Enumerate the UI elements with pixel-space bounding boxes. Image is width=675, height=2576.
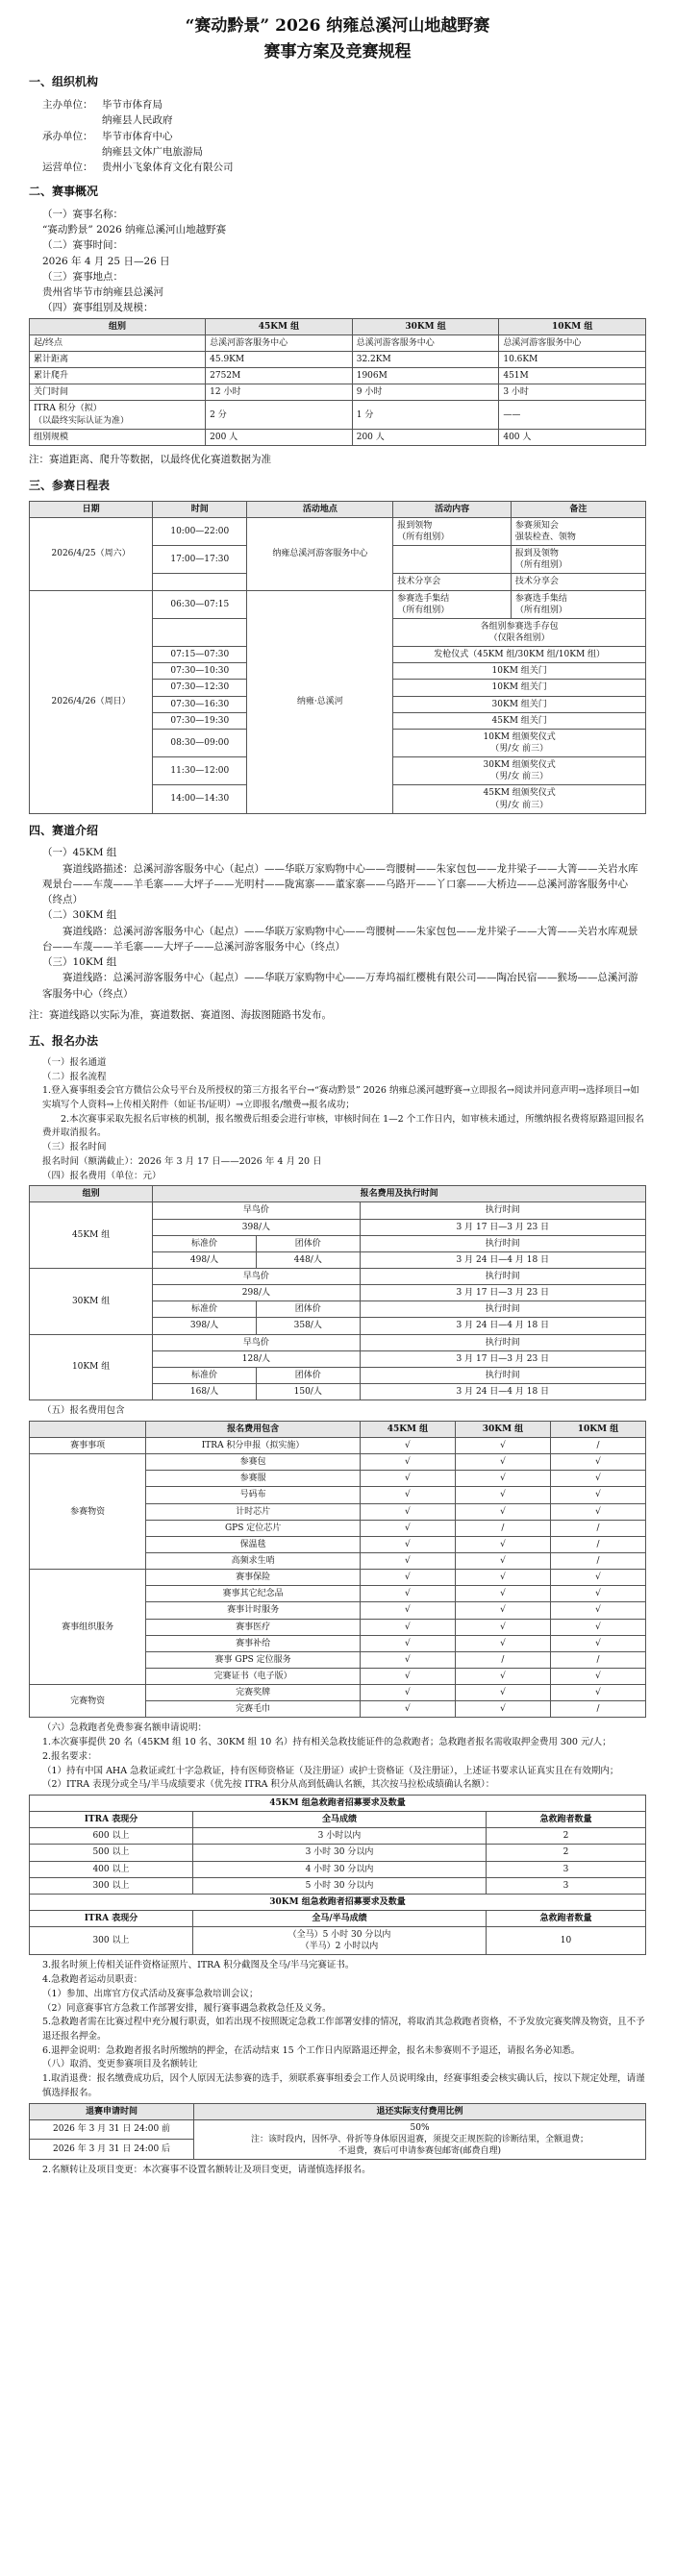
fee-group-label: 团体价 (256, 1301, 360, 1318)
include-mark: √ (360, 1471, 455, 1487)
schedule-header: 日期 (30, 501, 153, 517)
schedule-time: 17:00—17:30 (153, 546, 247, 574)
include-item: 赛事保险 (146, 1570, 361, 1586)
fee-head-group: 组别 (30, 1186, 153, 1202)
include-item: GPS 定位芯片 (146, 1520, 361, 1536)
group-table-row (30, 368, 646, 384)
refund-table (29, 2103, 646, 2161)
fee-time-label: 执行时间 (360, 1301, 645, 1318)
include-mark: √ (360, 1536, 455, 1552)
include-item: 号码布 (146, 1487, 361, 1503)
include-category: 赛事组织服务 (30, 1570, 146, 1685)
fee-early-price: 398/人 (153, 1219, 360, 1235)
include-item: 赛事 GPS 定位服务 (146, 1651, 361, 1668)
group-table-cell: 10.6KM (499, 352, 646, 368)
em45-cell: 2 (486, 1828, 645, 1845)
refund-time: 2026 年 3 月 31 日 24:00 后 (30, 2140, 194, 2160)
include-mark: √ (550, 1487, 645, 1503)
co-1: 毕节市体育中心 (102, 130, 173, 142)
schedule-row (30, 517, 646, 545)
include-row (30, 1437, 646, 1453)
include-mark: √ (550, 1635, 645, 1651)
refund-time: 2026 年 3 月 31 日 24:00 前 (30, 2119, 194, 2140)
em-2-1: （1）持有中国 AHA 急救证或红十字急救证，持有医师资格证（及注册证）或护士资格证（及注册证），上述证书要求认证真实且在有效期内； (42, 1765, 619, 1776)
include-item: 参赛服 (146, 1471, 361, 1487)
em45-header: ITRA 表现分 (30, 1812, 193, 1828)
include-mark: √ (360, 1552, 455, 1569)
group-table-cell: 2 分 (206, 401, 353, 429)
include-mark: / (550, 1520, 645, 1536)
fee-time-label: 执行时间 (360, 1235, 645, 1251)
schedule-time: 07:30—10:30 (153, 663, 247, 680)
include-item: 高频求生哨 (146, 1552, 361, 1569)
em30-cell: 10 (486, 1927, 645, 1955)
include-mark: √ (455, 1536, 550, 1552)
schedule-remark: 技术分享会 (511, 574, 645, 590)
include-mark: √ (360, 1668, 455, 1684)
schedule-time: 07:30—12:30 (153, 680, 247, 696)
schedule-date: 2026/4/25（周六） (30, 517, 153, 590)
include-mark: √ (455, 1437, 550, 1453)
reg-flow-1: 1.登入赛事组委会官方微信公众号平台及所授权的第三方报名平台→“赛动黔景” 2026 纳雍总溪河越野赛→立即报名→阅读并同意声明→选择项目→如实填写个人资料→上传相关附件（如证书/证明）→立即报名/缴费→报名成功； (42, 1085, 639, 1110)
include-mark: √ (550, 1685, 645, 1701)
include-item: 完赛证书（电子版） (146, 1668, 361, 1684)
em45-cell: 3 (486, 1861, 645, 1877)
course-45-text: 赛道线路描述：总溪河游客服务中心（起点）——华联万家购物中心——弯腰树——朱家包包——龙井梁子——大箐——关岩水库观景台——车蔑——羊毛寨——大坪子——光明村——陇寓寨——董家寨——乌路开——丫口寨——大桥边——总溪河游客服务中心（终点） (42, 862, 638, 906)
group-table-cell: 总溪河游客服务中心 (499, 334, 646, 351)
include-mark: √ (455, 1685, 550, 1701)
include-mark: √ (550, 1471, 645, 1487)
include-mark: √ (550, 1503, 645, 1520)
group-table-row (30, 384, 646, 401)
emergency-block-2 (29, 1959, 646, 2100)
fee-early-label: 早鸟价 (153, 1202, 360, 1219)
schedule-activity (393, 546, 512, 574)
organization-block (29, 97, 646, 175)
group-table-label: 关门时间 (30, 384, 206, 401)
reg-fee-title: （四）报名费用（单位：元） (42, 1170, 162, 1181)
overview-note: 注：赛道距离、爬升等数据，以最终优化赛道数据为准 (29, 453, 271, 465)
include-category: 完赛物资 (30, 1685, 146, 1718)
event-name-label: （一）赛事名称： (42, 208, 123, 220)
group-table-cell: —— (499, 401, 646, 429)
em30-title: 30KM 组急救跑者招募要求及数量 (30, 1894, 646, 1910)
course-block (29, 845, 646, 1002)
doc-subtitle: 赛事方案及竞赛规程 (263, 42, 412, 62)
include-mark: / (455, 1651, 550, 1668)
fee-head-price: 报名费用及执行时间 (153, 1186, 646, 1202)
emergency-block (29, 1721, 646, 1793)
refund-rule: 50% 注：该时段内，因怀孕、骨折等身体原因退赛，须提交正规医院的诊断结果，全额退费； 不退费，赛后可申请参赛包邮寄(邮费自理) (194, 2119, 646, 2159)
reg-flow-title: （二）报名流程 (42, 1071, 107, 1082)
fee-group-name: 10KM 组 (30, 1334, 153, 1400)
group-table-row (30, 429, 646, 445)
refund-header: 退赛申请时间 (30, 2103, 194, 2119)
reg-time-title: （三）报名时间 (42, 1142, 107, 1153)
em30-header: 急救跑者数量 (486, 1910, 645, 1926)
registration-block (29, 1056, 646, 1183)
include-table (29, 1421, 646, 1719)
group-table-cell: 45.9KM (206, 352, 353, 368)
include-mark: √ (550, 1619, 645, 1635)
schedule-time: 08:30—09:00 (153, 729, 247, 756)
fee-time-label: 执行时间 (360, 1202, 645, 1219)
schedule-activity: 报到领物 （所有组别） (393, 517, 512, 545)
include-mark: √ (550, 1668, 645, 1684)
schedule-remark: 参赛选手集结 （所有组别） (511, 590, 645, 618)
schedule-row (30, 590, 646, 618)
group-table (29, 318, 646, 446)
include-mark: √ (360, 1503, 455, 1520)
inc-title: （五）报名费用包含 (42, 1405, 125, 1417)
schedule-header: 活动地点 (247, 501, 393, 517)
event-time: 2026 年 4 月 25 日—26 日 (42, 255, 170, 267)
schedule-activity: 45KM 组颁奖仪式 （男/女 前三） (393, 785, 646, 813)
group-table-header: 45KM 组 (206, 318, 353, 334)
cancel-1: 1.取消退费：报名缴费成功后，因个人原因无法参赛的选手，须联系赛事组委会工作人员说明缘由，经赛事组委会核实确认后，按以下规定处理，请谨慎选择报名。 (42, 2073, 645, 2098)
section-course-heading: 四、赛道介绍 (29, 823, 99, 837)
group-table-cell: 总溪河游客服务中心 (352, 334, 499, 351)
include-category: 赛事事项 (30, 1437, 146, 1453)
course-10-title: （三）10KM 组 (42, 956, 117, 969)
schedule-activity: 发枪仪式（45KM 组/30KM 组/10KM 组） (393, 647, 646, 663)
schedule-activity: 10KM 组关门 (393, 680, 646, 696)
include-item: 赛事其它纪念品 (146, 1586, 361, 1602)
fee-early-price: 128/人 (153, 1350, 360, 1367)
fee-time-2: 3 月 24 日—4 月 18 日 (360, 1383, 645, 1399)
event-name: “赛动黔景” 2026 纳雍总溪河山地越野赛 (42, 224, 227, 236)
schedule-activity: 参赛选手集结 （所有组别） (393, 590, 512, 618)
include-mark: √ (360, 1619, 455, 1635)
include-header: 报名费用包含 (146, 1421, 361, 1437)
include-mark: √ (360, 1651, 455, 1668)
include-row (30, 1570, 646, 1586)
course-10-text: 赛道线路：总溪河游客服务中心（起点）——华联万家购物中心——万寿坞福红樱桃有限公司——陶冶民宿——猴场——总溪河游客服务中心（终点） (42, 972, 638, 1000)
include-mark: / (550, 1651, 645, 1668)
include-row (30, 1454, 646, 1471)
include-mark: √ (360, 1487, 455, 1503)
fee-std-label: 标准价 (153, 1235, 257, 1251)
include-item: 参赛包 (146, 1454, 361, 1471)
include-mark: √ (455, 1471, 550, 1487)
section-registration-heading: 五、报名办法 (29, 1034, 99, 1049)
schedule-activity: 10KM 组颁奖仪式 （男/女 前三） (393, 729, 646, 756)
include-mark: / (550, 1437, 645, 1453)
em45-cell: 3 小时以内 (192, 1828, 486, 1845)
include-mark: √ (550, 1586, 645, 1602)
section-overview-heading: 二、赛事概况 (29, 185, 99, 199)
include-row (30, 1685, 646, 1701)
schedule-time: 10:00—22:00 (153, 517, 247, 545)
fee-group-label: 团体价 (256, 1367, 360, 1383)
em-6: 6.退押金说明：急救跑者报名时所缴纳的押金，在活动结束 15 个工作日内原路退还押金，报名未参赛则不予退还，请报名务必知悉。 (42, 2044, 581, 2056)
schedule-activity: 30KM 组颁奖仪式 （男/女 前三） (393, 757, 646, 785)
group-table-header: 30KM 组 (352, 318, 499, 334)
group-table-cell: 1906M (352, 368, 499, 384)
reg-time: 报名时间（额满截止）：2026 年 3 月 17 日——2026 年 4 月 20 日 (42, 1155, 322, 1167)
em-3: 3.报名时须上传相关证件资格证照片、ITRA 积分截图及全马/半马完赛证书。 (42, 1960, 355, 1971)
co-2: 纳雍县文体广电旅游局 (102, 145, 203, 158)
include-mark: √ (550, 1454, 645, 1471)
fee-time-label: 执行时间 (360, 1367, 645, 1383)
cancel-2: 2.名额转让及项目变更：本次赛事不设置名额转让及项目变更，请谨慎选择报名。 (42, 2165, 371, 2176)
em45-cell: 300 以上 (30, 1877, 193, 1894)
em45-header: 全马成绩 (192, 1812, 486, 1828)
group-table-header: 组别 (30, 318, 206, 334)
include-category: 参赛物资 (30, 1454, 146, 1570)
schedule-header: 备注 (511, 501, 645, 517)
fee-early-label: 早鸟价 (153, 1268, 360, 1284)
group-table-label: 起/终点 (30, 334, 206, 351)
fee-group-name: 30KM 组 (30, 1268, 153, 1334)
schedule-date: 2026/4/26（周日） (30, 590, 153, 813)
em30-cell: （全马）5 小时 30 分以内 （半马）2 小时以内 (192, 1927, 486, 1955)
include-mark: √ (455, 1635, 550, 1651)
fee-group-price: 448/人 (256, 1251, 360, 1268)
course-30-text: 赛道线路：总溪河游客服务中心（起点）——华联万家购物中心——弯腰树——朱家包包——龙井梁子——大箐——关岩水库观景台——车蔑——羊毛寨——大坪子——总溪河游客服务中心（终点） (42, 925, 638, 953)
course-note: 注：赛道线路以实际为准，赛道数据、赛道图、海拔图随路书发布。 (29, 1008, 332, 1021)
fee-early-time: 3 月 17 日—3 月 23 日 (360, 1219, 645, 1235)
include-mark: √ (455, 1668, 550, 1684)
course-45-title: （一）45KM 组 (42, 847, 117, 859)
reg-channel-title: （一）报名通道 (42, 1056, 107, 1068)
schedule-activity: 各组别参赛选手存包 （仅限各组别） (393, 618, 646, 646)
schedule-header: 时间 (153, 501, 247, 517)
em-5: 5.急救跑者需在比赛过程中充分履行职责，如若出现不按照既定急救工作部署安排的情况，将取消其急救跑者资格，不予发放完赛奖牌及物资，且不予退还报名押金。 (42, 2017, 645, 2042)
fee-time-2: 3 月 24 日—4 月 18 日 (360, 1251, 645, 1268)
include-mark: √ (550, 1602, 645, 1619)
em-title: （六）急救跑者免费参赛名额申请说明： (42, 1722, 208, 1734)
include-item: 完赛奖牌 (146, 1685, 361, 1701)
include-mark: √ (360, 1570, 455, 1586)
include-mark: √ (455, 1602, 550, 1619)
fee-early-time: 3 月 17 日—3 月 23 日 (360, 1285, 645, 1301)
em45-cell: 3 (486, 1877, 645, 1894)
host-2: 纳雍县人民政府 (102, 114, 173, 127)
fee-std-label: 标准价 (153, 1367, 257, 1383)
include-item: 赛事计时服务 (146, 1602, 361, 1619)
em-2-2: （2）ITRA 表现分或全马/半马成绩要求（优先按 ITRA 积分从高到低确认名额，其次按马拉松成绩确认名额）： (42, 1779, 495, 1791)
op-1: 贵州小飞象体育文化有限公司 (102, 161, 234, 174)
em30-header: 全马/半马成绩 (192, 1910, 486, 1926)
include-mark: √ (360, 1685, 455, 1701)
event-time-label: （二）赛事时间： (42, 239, 123, 252)
group-table-cell: 3 小时 (499, 384, 646, 401)
include-mark: √ (455, 1586, 550, 1602)
group-table-label: 累计距离 (30, 352, 206, 368)
include-item: 保温毯 (146, 1536, 361, 1552)
include-header: 45KM 组 (360, 1421, 455, 1437)
group-table-row (30, 334, 646, 351)
group-table-cell: 200 人 (206, 429, 353, 445)
group-table-cell: 451M (499, 368, 646, 384)
fee-group-label: 团体价 (256, 1235, 360, 1251)
fee-early-price: 298/人 (153, 1285, 360, 1301)
include-mark: / (550, 1701, 645, 1718)
fee-std-label: 标准价 (153, 1301, 257, 1318)
include-mark: √ (360, 1635, 455, 1651)
schedule-time: 07:30—16:30 (153, 696, 247, 712)
em30-header: ITRA 表现分 (30, 1910, 193, 1926)
co-label: 承办单位： (42, 130, 93, 142)
group-table-row (30, 352, 646, 368)
group-table-cell: 总溪河游客服务中心 (206, 334, 353, 351)
fee-group-price: 150/人 (256, 1383, 360, 1399)
include-mark: √ (360, 1520, 455, 1536)
host-1: 毕节市体育局 (102, 98, 162, 111)
em45-cell: 4 小时 30 分以内 (192, 1861, 486, 1877)
op-label: 运营单位： (42, 161, 93, 174)
group-table-label: 组别规模 (30, 429, 206, 445)
include-mark: √ (360, 1602, 455, 1619)
fee-group-price: 358/人 (256, 1318, 360, 1334)
include-mark: √ (360, 1437, 455, 1453)
schedule-place: 纳雍·总溪河 (247, 590, 393, 813)
include-mark: √ (455, 1701, 550, 1718)
em-4-1: （1）参加、出席官方仪式活动及赛事急救培训会议； (42, 1988, 259, 1999)
em45-cell: 600 以上 (30, 1828, 193, 1845)
fee-std-price: 498/人 (153, 1251, 257, 1268)
group-table-row (30, 401, 646, 429)
schedule-place: 纳雍总溪河游客服务中心 (247, 517, 393, 590)
em45-cell: 3 小时 30 分以内 (192, 1845, 486, 1861)
fee-table (29, 1185, 646, 1400)
include-item: 赛事医疗 (146, 1619, 361, 1635)
include-item: 计时芯片 (146, 1503, 361, 1520)
fee-time-label: 执行时间 (360, 1268, 645, 1284)
schedule-time: 07:30—19:30 (153, 712, 247, 729)
em-2: 2.报名要求： (42, 1750, 97, 1762)
include-mark: √ (360, 1586, 455, 1602)
include-mark: √ (455, 1487, 550, 1503)
doc-title: “赛动黔景” 2026 纳雍总溪河山地越野赛 (185, 16, 490, 36)
schedule-remark: 报到及领物 （所有组别） (511, 546, 645, 574)
group-table-header: 10KM 组 (499, 318, 646, 334)
em45-cell: 5 小时 30 分以内 (192, 1877, 486, 1894)
em-4-2: （2）同意赛事官方急救工作部署安排，履行赛事遇急救救急任及义务。 (42, 2002, 332, 2014)
schedule-time: 14:00—14:30 (153, 785, 247, 813)
fee-time-2: 3 月 24 日—4 月 18 日 (360, 1318, 645, 1334)
refund-header: 退还实际支付费用比例 (194, 2103, 646, 2119)
schedule-remark: 参赛须知会 强装检查、领物 (511, 517, 645, 545)
schedule-time (153, 618, 247, 646)
reg-flow-2: 2.本次赛事采取先报名后审核的机制，报名缴费后组委会进行审核，审核时间在 1—2 个工作日内，如审核未通过，所缴纳报名费将原路退回报名费并取消报名。 (42, 1113, 644, 1139)
schedule-time: 11:30—12:00 (153, 757, 247, 785)
event-group-label: （四）赛事组别及规模： (42, 302, 154, 314)
include-header (30, 1421, 146, 1437)
include-mark: √ (550, 1570, 645, 1586)
include-item: 完赛毛巾 (146, 1701, 361, 1718)
include-mark: / (455, 1520, 550, 1536)
include-mark: √ (360, 1454, 455, 1471)
group-table-label: ITRA 积分（拟） （以最终实际认证为准） (30, 401, 206, 429)
em-1: 1.本次赛事提供 20 名（45KM 组 10 名、30KM 组 10 名）持有相关急救技能证件的急救跑者；急救跑者报名需收取押金费用 300 元/人； (42, 1737, 612, 1748)
fee-group-name: 45KM 组 (30, 1202, 153, 1269)
include-item: ITRA 积分申报（拟实施） (146, 1437, 361, 1453)
cancel-title: （八）取消、变更参赛项目及名额转让 (42, 2059, 198, 2070)
section-organization-heading: 一、组织机构 (29, 75, 99, 89)
include-header: 10KM 组 (550, 1421, 645, 1437)
section-schedule-heading: 三、参赛日程表 (29, 479, 111, 493)
schedule-activity: 30KM 组关门 (393, 696, 646, 712)
include-mark: √ (360, 1701, 455, 1718)
fee-std-price: 398/人 (153, 1318, 257, 1334)
schedule-header: 活动内容 (393, 501, 512, 517)
em-4: 4.急救跑者运动员职责： (42, 1974, 143, 1986)
group-table-cell: 2752M (206, 368, 353, 384)
overview-block (29, 207, 646, 316)
group-table-cell: 1 分 (352, 401, 499, 429)
em45-header: 急救跑者数量 (486, 1812, 645, 1828)
schedule-activity: 45KM 组关门 (393, 712, 646, 729)
em45-title: 45KM 组急救跑者招募要求及数量 (30, 1795, 646, 1811)
include-header: 30KM 组 (455, 1421, 550, 1437)
fee-early-label: 早鸟价 (153, 1334, 360, 1350)
include-mark: √ (455, 1570, 550, 1586)
schedule-table (29, 501, 646, 814)
schedule-time: 07:15—07:30 (153, 647, 247, 663)
schedule-time: 06:30—07:15 (153, 590, 247, 618)
group-table-cell: 9 小时 (352, 384, 499, 401)
include-mark: √ (455, 1619, 550, 1635)
event-place: 贵州省毕节市纳雍县总溪河 (42, 286, 163, 299)
include-mark: / (550, 1536, 645, 1552)
group-table-label: 累计爬升 (30, 368, 206, 384)
group-table-cell: 32.2KM (352, 352, 499, 368)
group-table-cell: 200 人 (352, 429, 499, 445)
em30-cell: 300 以上 (30, 1927, 193, 1955)
group-table-cell: 12 小时 (206, 384, 353, 401)
fee-std-price: 168/人 (153, 1383, 257, 1399)
schedule-time (153, 574, 247, 590)
include-item: 赛事补给 (146, 1635, 361, 1651)
fee-time-label: 执行时间 (360, 1334, 645, 1350)
schedule-activity: 技术分享会 (393, 574, 512, 590)
host-label: 主办单位： (42, 98, 93, 111)
emergency-table (29, 1795, 646, 1955)
em45-cell: 2 (486, 1845, 645, 1861)
event-place-label: （三）赛事地点： (42, 270, 123, 283)
em45-cell: 500 以上 (30, 1845, 193, 1861)
include-mark: √ (455, 1552, 550, 1569)
em45-cell: 400 以上 (30, 1861, 193, 1877)
fee-early-time: 3 月 17 日—3 月 23 日 (360, 1350, 645, 1367)
include-mark: √ (455, 1503, 550, 1520)
schedule-activity: 10KM 组关门 (393, 663, 646, 680)
include-mark: / (550, 1552, 645, 1569)
course-30-title: （二）30KM 组 (42, 909, 117, 922)
include-mark: √ (455, 1454, 550, 1471)
group-table-cell: 400 人 (499, 429, 646, 445)
